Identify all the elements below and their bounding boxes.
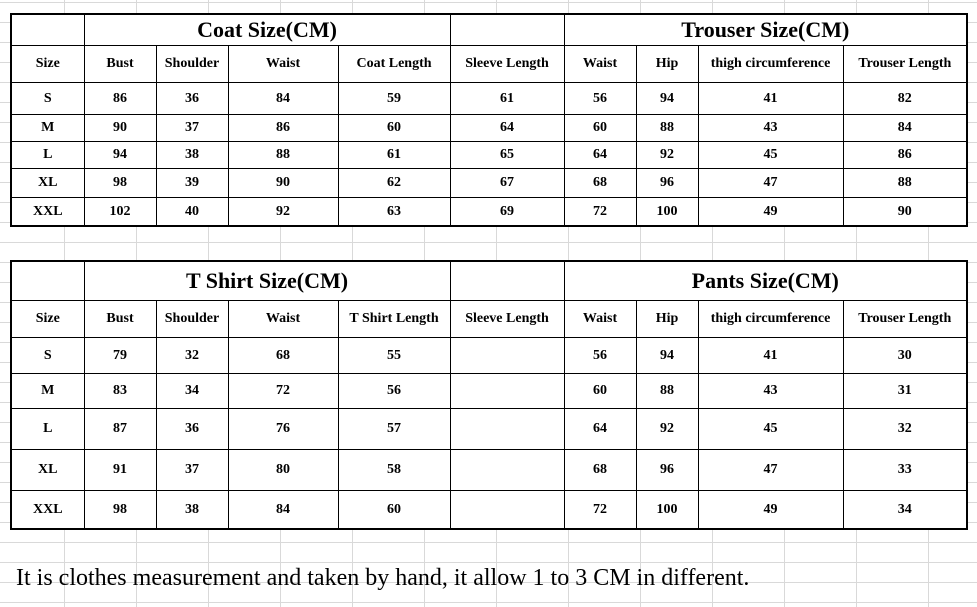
table-cell: 64 (564, 142, 636, 169)
table-cell: 82 (843, 83, 967, 115)
tshirt-pants-size-table (10, 260, 968, 530)
table-cell: 43 (698, 115, 843, 142)
table-cell: 69 (450, 198, 564, 227)
table-cell: 62 (338, 169, 450, 198)
table-cell: 37 (156, 115, 228, 142)
header-cell: Hip (636, 301, 698, 338)
table-cell: 64 (564, 409, 636, 450)
table-row (11, 409, 967, 450)
table-cell: 41 (698, 83, 843, 115)
blank-cell (450, 261, 564, 301)
table-cell (450, 450, 564, 491)
blank-cell (450, 14, 564, 46)
header-cell: Bust (84, 301, 156, 338)
table-cell (450, 338, 564, 374)
table-cell: 55 (338, 338, 450, 374)
table-cell: 39 (156, 169, 228, 198)
coat-size-title: Coat Size(CM) (84, 14, 450, 46)
table-cell: 88 (636, 374, 698, 409)
header-cell: Trouser Length (843, 301, 967, 338)
header-cell: Waist (564, 46, 636, 83)
table-cell: L (11, 409, 84, 450)
header-cell: thigh circumference (698, 301, 843, 338)
header-cell: Shoulder (156, 301, 228, 338)
table-cell: 80 (228, 450, 338, 491)
table-cell: XL (11, 169, 84, 198)
table-cell: 40 (156, 198, 228, 227)
table-cell: 61 (338, 142, 450, 169)
table-cell: 60 (338, 491, 450, 530)
table-row (11, 83, 967, 115)
table-cell: 76 (228, 409, 338, 450)
coat-trouser-size-table (10, 13, 968, 227)
table-cell: 49 (698, 491, 843, 530)
table-cell: 79 (84, 338, 156, 374)
table-cell: 36 (156, 409, 228, 450)
table-cell: 43 (698, 374, 843, 409)
table-cell: 34 (156, 374, 228, 409)
table-cell: 34 (843, 491, 967, 530)
table-cell: 45 (698, 142, 843, 169)
table-cell: 96 (636, 169, 698, 198)
table-cell: 30 (843, 338, 967, 374)
table-cell: 36 (156, 83, 228, 115)
table-row (11, 115, 967, 142)
header-cell: Coat Length (338, 46, 450, 83)
table-row (11, 374, 967, 409)
table-cell: 98 (84, 491, 156, 530)
table-cell: 65 (450, 142, 564, 169)
tshirt-size-title: T Shirt Size(CM) (84, 261, 450, 301)
table-cell: S (11, 338, 84, 374)
table-cell: 37 (156, 450, 228, 491)
table-cell: L (11, 142, 84, 169)
table-cell: 57 (338, 409, 450, 450)
blank-cell (11, 14, 84, 46)
table-cell: M (11, 374, 84, 409)
header-cell: Shoulder (156, 46, 228, 83)
table-cell: 92 (636, 142, 698, 169)
table-cell: 49 (698, 198, 843, 227)
table-cell: 41 (698, 338, 843, 374)
table-cell: M (11, 115, 84, 142)
table-cell: 90 (228, 169, 338, 198)
table-cell: 60 (564, 374, 636, 409)
table-row (11, 491, 967, 530)
pants-size-title: Pants Size(CM) (564, 261, 967, 301)
table-cell: 88 (843, 169, 967, 198)
table-cell: 47 (698, 450, 843, 491)
table-cell: 94 (636, 338, 698, 374)
table-cell: 94 (84, 142, 156, 169)
table-cell: 58 (338, 450, 450, 491)
table-cell: 68 (564, 169, 636, 198)
table-cell: 92 (636, 409, 698, 450)
table-cell: 68 (564, 450, 636, 491)
header-cell: Trouser Length (843, 46, 967, 83)
table-cell: 102 (84, 198, 156, 227)
table-cell: 56 (564, 83, 636, 115)
table-cell: 86 (84, 83, 156, 115)
table-title-row (11, 14, 967, 46)
header-cell: Waist (228, 46, 338, 83)
table-cell (450, 491, 564, 530)
table-cell: 31 (843, 374, 967, 409)
measurement-note: It is clothes measurement and taken by hand, it allow 1 to 3 CM in different. (16, 565, 750, 591)
table-cell: 91 (84, 450, 156, 491)
table-cell: 67 (450, 169, 564, 198)
table-cell: 83 (84, 374, 156, 409)
table-cell: 68 (228, 338, 338, 374)
table-cell: 32 (843, 409, 967, 450)
table-cell: 100 (636, 491, 698, 530)
table-cell: 63 (338, 198, 450, 227)
table-cell: 88 (228, 142, 338, 169)
header-cell: Sleeve Length (450, 301, 564, 338)
header-cell: thigh circumference (698, 46, 843, 83)
table-cell: 94 (636, 83, 698, 115)
table-cell: 56 (338, 374, 450, 409)
table-cell: 60 (338, 115, 450, 142)
header-cell: Waist (228, 301, 338, 338)
table-cell: 38 (156, 491, 228, 530)
header-cell: Hip (636, 46, 698, 83)
table-row (11, 142, 967, 169)
table-row (11, 169, 967, 198)
trouser-size-title: Trouser Size(CM) (564, 14, 967, 46)
table-row (11, 338, 967, 374)
table-cell: 90 (84, 115, 156, 142)
table-cell: 60 (564, 115, 636, 142)
table-cell: 98 (84, 169, 156, 198)
table-row (11, 450, 967, 491)
table-cell: 47 (698, 169, 843, 198)
table-cell (450, 409, 564, 450)
table-cell: XXL (11, 491, 84, 530)
table-cell: 33 (843, 450, 967, 491)
table-cell: 32 (156, 338, 228, 374)
table-cell: XXL (11, 198, 84, 227)
table-cell: 100 (636, 198, 698, 227)
table-cell: 90 (843, 198, 967, 227)
table-header-row (11, 46, 967, 83)
table-cell: 92 (228, 198, 338, 227)
table-cell: 38 (156, 142, 228, 169)
table-title-row (11, 261, 967, 301)
table-cell: 64 (450, 115, 564, 142)
table-cell: 72 (564, 491, 636, 530)
table-cell: XL (11, 450, 84, 491)
table-cell: 86 (843, 142, 967, 169)
table-cell: 45 (698, 409, 843, 450)
table-header-row (11, 301, 967, 338)
table-cell: 86 (228, 115, 338, 142)
table-cell: 96 (636, 450, 698, 491)
table-cell: 84 (228, 491, 338, 530)
table-cell: 87 (84, 409, 156, 450)
header-cell: Bust (84, 46, 156, 83)
table-cell: 61 (450, 83, 564, 115)
header-cell: T Shirt Length (338, 301, 450, 338)
table-cell (450, 374, 564, 409)
blank-cell (11, 261, 84, 301)
header-cell: Sleeve Length (450, 46, 564, 83)
table-cell: 56 (564, 338, 636, 374)
header-cell: Size (11, 46, 84, 83)
table-cell: 72 (564, 198, 636, 227)
table-cell: 59 (338, 83, 450, 115)
table-cell: 84 (843, 115, 967, 142)
header-cell: Waist (564, 301, 636, 338)
table-cell: 88 (636, 115, 698, 142)
table-cell: 84 (228, 83, 338, 115)
header-cell: Size (11, 301, 84, 338)
table-cell: S (11, 83, 84, 115)
table-row (11, 198, 967, 227)
table-cell: 72 (228, 374, 338, 409)
